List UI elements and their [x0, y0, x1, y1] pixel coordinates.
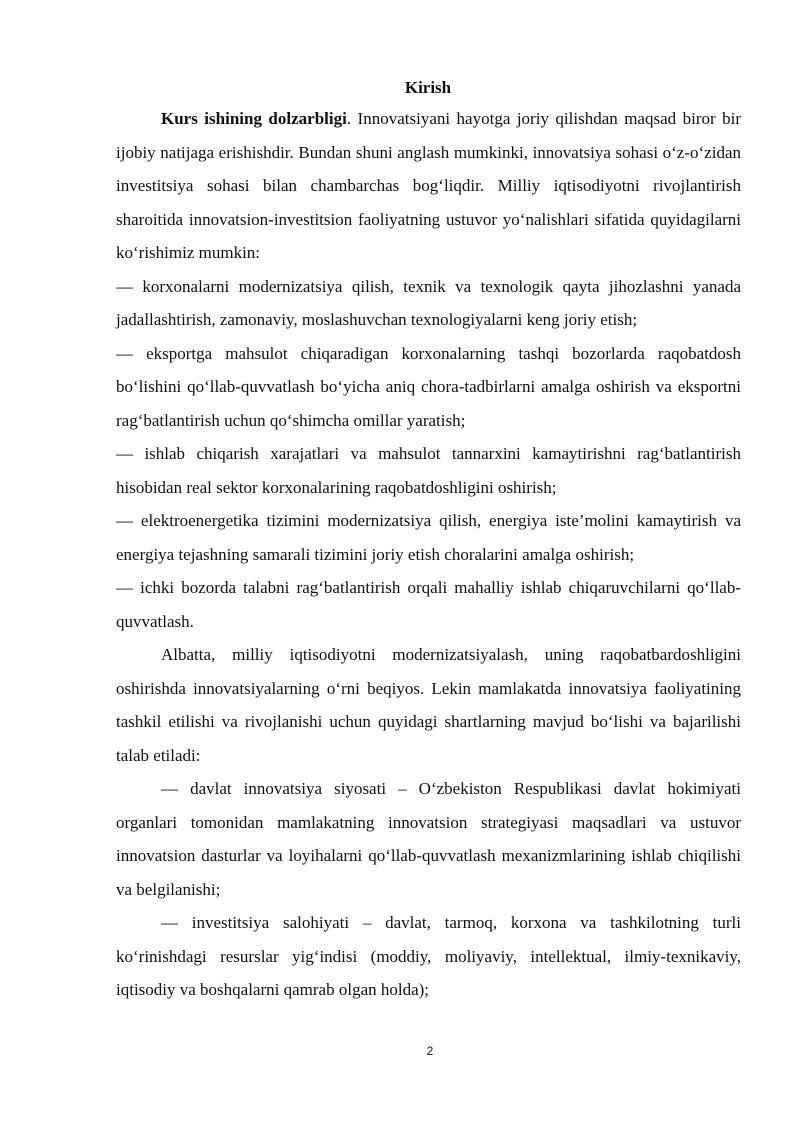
page-number: 2	[426, 1044, 434, 1058]
body-text	[116, 102, 741, 1007]
body-paragraph: Albatta, milliy iqtisodiyotni modernizatsiyalash, uning raqobatbardoshligini oshirishda innovatsiyalarning o‘rni beqiyos. Lekin mamlakatda innovatsiya faoliyatining tashkil etilishi va rivojlanishi uchun quyidagi shartlarning mavjud bo‘lishi va bajarilishi talab etiladi:	[116, 645, 741, 765]
intro-text: . Innovatsiyani hayotga joriy qilishdan maqsad biror bir ijobiy natijaga erishishdir. Bundan shuni anglash mumkinki, innovatsiya sohasi o‘z-o‘zidan investitsiya sohasi bilan chambarchas bog‘liqdir. Milliy iqtisodiyotni rivojlantirish sharoitida innovatsion-investitsion faoliyatning ustuvor yo‘nalishlari sifatida quyidagilarni ko‘rishimiz mumkin:	[116, 109, 741, 262]
intro-heading: Kurs ishining dolzarbligi	[161, 109, 347, 128]
list-item: — korxonalarni modernizatsiya qilish, texnik va texnologik qayta jihozlashni yanada jadallashtirish, zamonaviy, moslashuvchan texnologiyalarni keng joriy etish;	[116, 276, 741, 329]
intro-paragraph	[116, 102, 741, 270]
list-item: — eksportga mahsulot chiqaradigan korxonalarning tashqi bozorlarda raqobatdosh bo‘lishini qo‘llab-quvvatlash bo‘yicha aniq chora-tadbirlarni amalga oshirish va eksportni rag‘batlantirish uchun qo‘shimcha omillar yaratish;	[116, 343, 741, 430]
definition-item: — davlat innovatsiya siyosati – O‘zbekiston Respublikasi davlat hokimiyati organlari tomonidan mamlakatning innovatsion strategiyasi maqsadlari va ustuvor innovatsion dasturlar va loyihalarni qo‘llab-quvvatlash mexanizmlarining ishlab chiqilishi va belgilanishi;	[116, 779, 741, 899]
list-item: — elektroenergetika tizimini modernizatsiya qilish, energiya iste’molini kamaytirish va energiya tejashning samarali tizimini joriy etish choralarini amalga oshirish;	[116, 511, 741, 564]
list-item: — ichki bozorda talabni rag‘batlantirish orqali mahalliy ishlab chiqaruvchilarni qo‘llab-quvvatlash.	[116, 578, 741, 631]
list-item: — ishlab chiqarish xarajatlari va mahsulot tannarxini kamaytirishni rag‘batlantirish hisobidan real sektor korxonalarining raqobatdoshligini oshirish;	[116, 444, 741, 497]
definition-item: — investitsiya salohiyati – davlat, tarmoq, korxona va tashkilotning turli ko‘rinishdagi resurslar yig‘indisi (moddiy, moliyaviy, intellektual, ilmiy-texnikaviy, iqtisodiy va boshqalarni qamrab olgan holda);	[116, 913, 741, 999]
page-title: Kirish	[404, 78, 452, 97]
